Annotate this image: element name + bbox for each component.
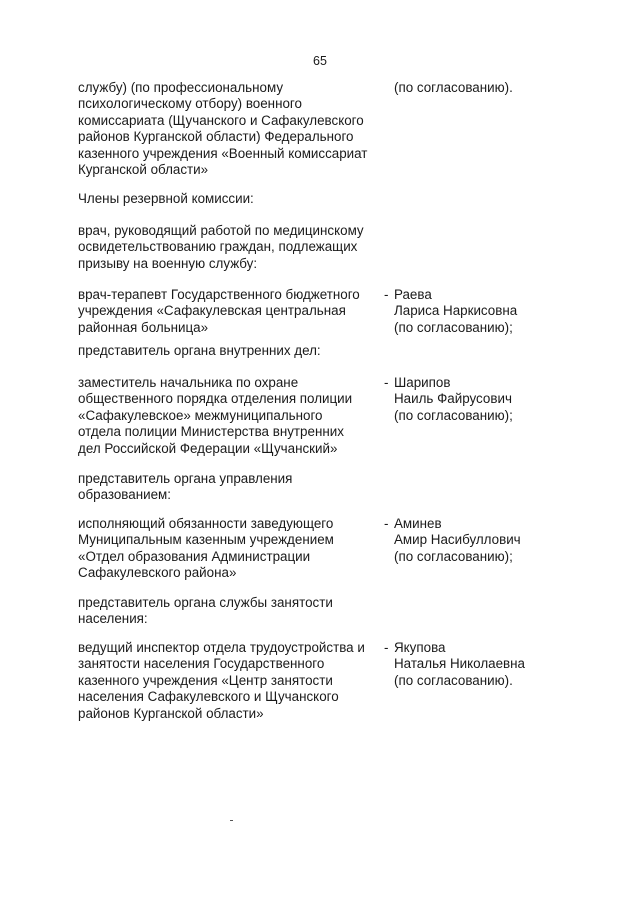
dash: - — [384, 640, 389, 655]
member-position — [78, 516, 384, 582]
name-line: Раева — [394, 287, 432, 302]
heading-line: представитель органа службы занятости — [78, 595, 333, 610]
dash — [384, 80, 394, 178]
position-line: учреждения «Сафакулевская центральная — [78, 303, 346, 319]
education-heading — [78, 471, 384, 504]
member-name-column — [384, 516, 548, 582]
name-line: (по согласованию); — [394, 407, 513, 423]
member-entry-continued — [78, 80, 548, 178]
employment-heading — [78, 595, 384, 628]
position-line: ведущий инспектор отдела трудоустройства и — [78, 640, 365, 655]
position-line: заместитель начальника по охране — [78, 375, 299, 390]
name-line: Амир Насибуллович — [394, 532, 521, 548]
name-line: Наталья Николаевна — [394, 656, 525, 672]
member-entry-raeva — [78, 287, 548, 336]
position-line: Сафакулевского района» — [78, 565, 237, 581]
heading-line: населения: — [78, 611, 148, 627]
position-line: районов Курганской области» — [78, 705, 264, 721]
member-name — [394, 80, 548, 178]
dash: - — [384, 516, 389, 531]
heading-line: освидетельствованию граждан, подлежащих — [78, 239, 358, 255]
heading-line: врач, руководящий работой по медицинскому — [78, 223, 364, 238]
member-name — [394, 375, 548, 457]
member-name-column — [384, 640, 548, 722]
name-line: (по согласованию). — [394, 672, 513, 688]
member-entry-yakupova — [78, 640, 548, 722]
page-number: 65 — [313, 54, 327, 68]
member-position — [78, 287, 384, 336]
name-line: (по согласованию); — [394, 548, 513, 564]
member-position — [78, 375, 384, 457]
position-line: дел Российской Федерации «Щучанский» — [78, 440, 338, 456]
position-line: «Отдел образования Администрации — [78, 548, 311, 564]
member-position — [78, 640, 384, 722]
position-line: «Сафакулевское» межмуниципального — [78, 407, 323, 423]
name-line: Аминев — [394, 516, 442, 531]
name-line: Шарипов — [394, 375, 451, 390]
position-line: населения Сафакулевского и Щучанского — [78, 689, 339, 705]
dash: - — [384, 287, 389, 302]
name-line: Наиль Файрусович — [394, 391, 512, 407]
name-line: Якупова — [394, 640, 446, 655]
position-line: врач-терапевт Государственного бюджетного — [78, 287, 360, 302]
member-name-column — [384, 375, 548, 457]
position-line: Курганской области» — [78, 162, 209, 178]
member-position — [78, 80, 384, 178]
heading-line: представитель органа управления — [78, 471, 293, 486]
reserve-members-heading: Члены резервной комиссии: — [78, 191, 254, 206]
position-line: Муниципальным казенным учреждением — [78, 532, 334, 548]
position-line: комиссариата (Щучанского и Сафакулевского — [78, 112, 364, 128]
doctor-heading — [78, 223, 384, 272]
position-line: исполняющий обязанности заведующего — [78, 516, 334, 531]
position-line: районная больница» — [78, 319, 209, 335]
position-line: занятости населения Государственного — [78, 656, 325, 672]
heading-line: призыву на военную службу: — [78, 255, 258, 271]
member-entry-aminev — [78, 516, 548, 582]
member-name-column — [384, 287, 548, 336]
scan-speck — [230, 820, 233, 821]
member-name — [394, 287, 548, 336]
position-line: службу) (по профессиональному — [78, 80, 284, 95]
position-line: общественного порядка отделения полиции — [78, 391, 353, 407]
member-name-column — [384, 80, 548, 178]
position-line: казенного учреждения «Военный комиссариат — [78, 145, 368, 161]
name-line: Лариса Наркисовна — [394, 303, 518, 319]
heading-line: образованием: — [78, 487, 171, 503]
name-line: (по согласованию); — [394, 319, 513, 335]
name-line: (по согласованию). — [394, 80, 513, 95]
position-line: казенного учреждения «Центр занятости — [78, 672, 333, 688]
member-name — [394, 516, 548, 582]
dash: - — [384, 375, 389, 390]
position-line: отдела полиции Министерства внутренних — [78, 424, 344, 440]
police-heading: представитель органа внутренних дел: — [78, 343, 321, 358]
member-entry-sharipov — [78, 375, 548, 457]
member-name — [394, 640, 548, 722]
position-line: районов Курганской области) Федерального — [78, 129, 354, 145]
position-line: психологическому отбору) военного — [78, 96, 302, 112]
